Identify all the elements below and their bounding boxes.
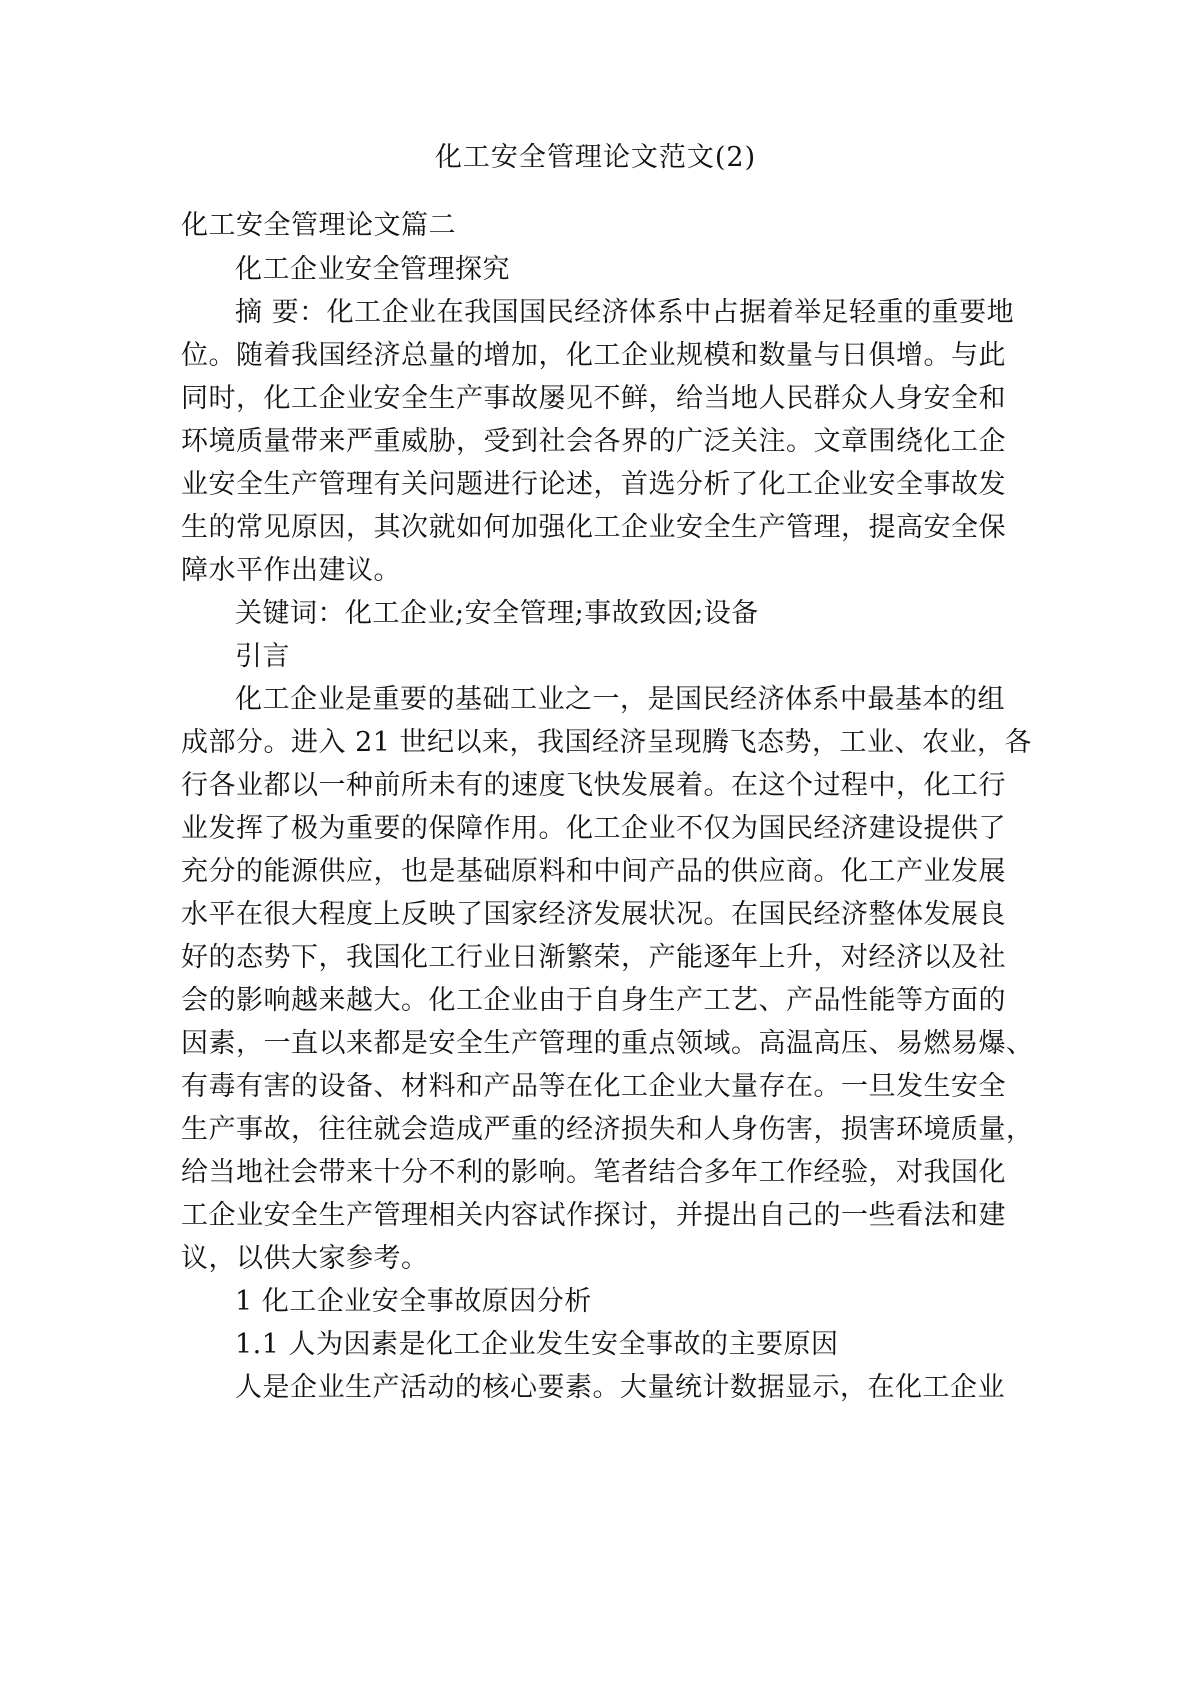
abstract-line: 生的常见原因，其次就如何加强化工企业安全生产管理，提高安全保 bbox=[181, 512, 1006, 543]
section-heading: 化工安全管理论文篇二 bbox=[181, 210, 456, 241]
abstract-line: 业安全生产管理有关问题进行论述，首选分析了化工企业安全事故发 bbox=[181, 469, 1006, 500]
body-line: 充分的能源供应，也是基础原料和中间产品的供应商。化工产业发展 bbox=[181, 856, 1006, 887]
body-line: 有毒有害的设备、材料和产品等在化工企业大量存在。一旦发生安全 bbox=[181, 1071, 1006, 1102]
keywords-line: 关键词：化工企业;安全管理;事故致因;设备 bbox=[235, 598, 759, 629]
abstract-line: 障水平作出建议。 bbox=[181, 555, 401, 586]
abstract-line: 环境质量带来严重威胁，受到社会各界的广泛关注。文章围绕化工企 bbox=[181, 426, 1006, 457]
body-line: 行各业都以一种前所未有的速度飞快发展着。在这个过程中，化工行 bbox=[181, 770, 1006, 801]
abstract-line: 位。随着我国经济总量的增加，化工企业规模和数量与日俱增。与此 bbox=[181, 340, 1006, 371]
section-1-heading: 1 化工企业安全事故原因分析 bbox=[235, 1286, 592, 1317]
intro-heading: 引言 bbox=[235, 641, 290, 672]
article-title: 化工企业安全管理探究 bbox=[235, 254, 510, 285]
body-line: 业发挥了极为重要的保障作用。化工企业不仅为国民经济建设提供了 bbox=[181, 813, 1006, 844]
body-line: 生产事故，往往就会造成严重的经济损失和人身伤害，损害环境质量， bbox=[181, 1114, 1034, 1145]
body-line: 成部分。进入 21 世纪以来，我国经济呈现腾飞态势，工业、农业，各 bbox=[181, 727, 1033, 758]
body-line: 化工企业是重要的基础工业之一，是国民经济体系中最基本的组 bbox=[235, 684, 1005, 715]
body-line: 因素，一直以来都是安全生产管理的重点领域。高温高压、易燃易爆、 bbox=[181, 1028, 1034, 1059]
body-line: 议，以供大家参考。 bbox=[181, 1243, 429, 1274]
body-line: 水平在很大程度上反映了国家经济发展状况。在国民经济整体发展良 bbox=[181, 899, 1006, 930]
abstract-line: 同时，化工企业安全生产事故屡见不鲜，给当地人民群众人身安全和 bbox=[181, 383, 1006, 414]
body-line: 好的态势下，我国化工行业日渐繁荣，产能逐年上升，对经济以及社 bbox=[181, 942, 1006, 973]
document-title: 化工安全管理论文范文(2) bbox=[434, 142, 757, 173]
body-line: 工企业安全生产管理相关内容试作探讨，并提出自己的一些看法和建 bbox=[181, 1200, 1006, 1231]
body-line: 给当地社会带来十分不利的影响。笔者结合多年工作经验，对我国化 bbox=[181, 1157, 1006, 1188]
subsection-1-1-heading: 1.1 人为因素是化工企业发生安全事故的主要原因 bbox=[235, 1329, 839, 1360]
body-line: 人是企业生产活动的核心要素。大量统计数据显示，在化工企业 bbox=[235, 1372, 1005, 1403]
body-line: 会的影响越来越大。化工企业由于自身生产工艺、产品性能等方面的 bbox=[181, 985, 1006, 1016]
abstract-line: 摘 要：化工企业在我国国民经济体系中占据着举足轻重的重要地 bbox=[235, 297, 1015, 328]
